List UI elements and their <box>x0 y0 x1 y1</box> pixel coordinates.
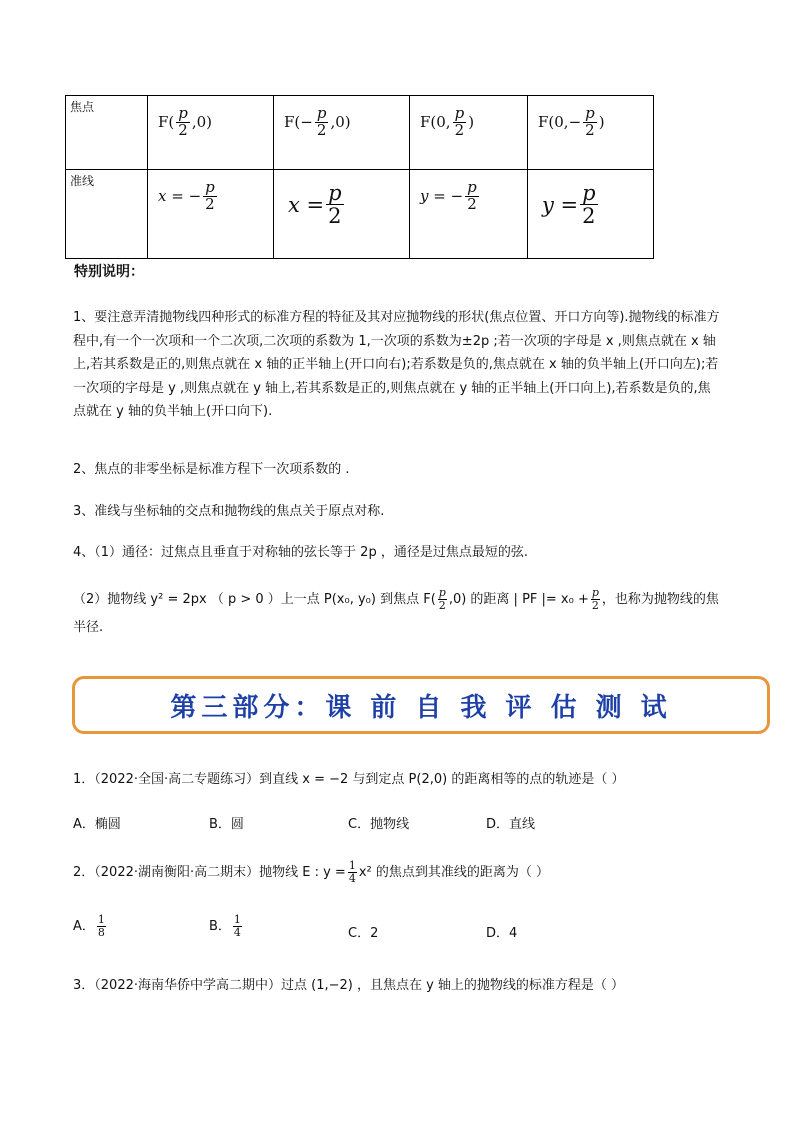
focus-prefix: F(− <box>284 113 313 132</box>
question-1: 1．（2022·全国·高二专题练习）到直线 x = −2 与到定点 P(2,0) 的距离相等的点的轨迹是（ ） <box>73 772 625 787</box>
section-banner-title: 第三部分：课 前 自 我 评 估 测 试 <box>170 692 672 723</box>
q1-option-c: C．抛物线 <box>348 817 410 832</box>
fraction-denominator: 4 <box>348 872 356 886</box>
q2-part-b: x² 的焦点到其准线的距离为（ ） <box>358 865 550 881</box>
q1-option-b: B．圆 <box>209 817 244 832</box>
q2-part-a: 2．（2022·湖南衡阳·高二期末）抛物线 E : y = <box>73 865 346 881</box>
fraction-denominator: 4 <box>233 926 241 940</box>
fraction-numerator: p <box>591 585 599 599</box>
fraction-numerator: 1 <box>233 913 241 926</box>
fraction-denominator: 2 <box>205 194 215 213</box>
fraction-denominator: 2 <box>328 204 342 229</box>
fraction-denominator: 2 <box>467 194 477 213</box>
p5-part-a: （2）抛物线 y² = 2px （ p > 0 ）上一点 P(x₀, y₀) 到焦点 F( <box>73 592 436 607</box>
focus-prefix: F( <box>158 113 175 132</box>
note-paragraph-3: 3、准线与坐标轴的交点和抛物线的焦点关于原点对称. <box>73 504 385 519</box>
q2-option-d: D．4 <box>486 926 518 941</box>
fraction-numerator: p <box>585 104 595 122</box>
question-3: 3．（2022·海南华侨中学高二期中）过点 (1,−2) ，且焦点在 y 轴上的抛物线的标准方程是（ ） <box>73 978 625 993</box>
section-banner <box>72 676 770 734</box>
fraction-numerator: p <box>582 181 596 205</box>
fraction-numerator: p <box>438 585 446 599</box>
focus-cell <box>274 96 410 170</box>
fraction-numerator: 1 <box>97 913 105 926</box>
directrix-cell <box>410 170 528 259</box>
note-paragraph-1: 1、要注意弄清抛物线四种形式的标准方程的特征及其对应抛物线的形状(焦点位置、开口方向等).抛物线的标准方程中,有一个一次项和一个二次项,二次项的系数为 1,一次项的系数为±2p ;若一次项的字母是 x ,则焦点就在 x 轴上,若其系数是正的,则焦点就在 x 轴的正半轴上(开口向右);若系数是负的,焦点就在 x 轴的负半轴上(开口向左);若一次项的字母是 y ,则焦点就在 y 轴上,若其系数是正的,则焦点就在 y 轴的正半轴上(开口向上),若系数是负的,焦点就在 y 轴的负半轴上(开口向下). <box>73 310 720 419</box>
focus-cell <box>528 96 654 170</box>
q1-option-a: A．椭圆 <box>73 817 121 832</box>
focus-suffix: ,0) <box>330 113 351 132</box>
fraction-numerator: 1 <box>348 859 356 872</box>
fraction-denominator: 2 <box>316 120 327 139</box>
focus-prefix: F(0,− <box>538 113 582 132</box>
directrix-prefix: x = <box>288 192 325 217</box>
row-label-directrix: 准线 <box>66 170 148 259</box>
fraction-numerator: p <box>454 104 465 122</box>
note-paragraph-4: 4、（1）通径：过焦点且垂直于对称轴的弦长等于 2p ，通径是过焦点最短的弦. <box>73 545 528 560</box>
fraction-denominator: 2 <box>454 120 465 139</box>
directrix-cell <box>528 170 654 259</box>
note-paragraph-5 <box>73 586 723 642</box>
directrix-prefix: x = − <box>158 187 202 206</box>
option-label: B． <box>209 919 231 935</box>
special-note-heading: 特别说明： <box>74 264 144 280</box>
focus-suffix: ) <box>468 113 475 132</box>
fraction-numerator: p <box>328 181 342 205</box>
q1-option-d: D．直线 <box>486 817 536 832</box>
focus-suffix: ) <box>598 113 605 132</box>
fraction-numerator: p <box>205 178 215 196</box>
q2-option-b <box>209 914 244 939</box>
q2-option-a <box>73 914 108 939</box>
focus-prefix: F(0, <box>420 113 451 132</box>
focus-cell <box>410 96 528 170</box>
note-paragraph-2: 2、焦点的非零坐标是标准方程下一次项系数的 . <box>73 462 350 477</box>
parabola-table <box>65 95 654 259</box>
question-2 <box>73 860 549 885</box>
fraction-numerator: p <box>316 104 327 122</box>
fraction-denominator: 2 <box>585 120 595 139</box>
fraction-denominator: 8 <box>97 926 105 940</box>
row-label-focus: 焦点 <box>66 96 148 170</box>
directrix-prefix: y = <box>542 192 579 217</box>
directrix-prefix: y = − <box>420 187 464 206</box>
directrix-cell <box>274 170 410 259</box>
q2-option-c: C．2 <box>348 926 379 941</box>
directrix-cell <box>148 170 274 259</box>
p5-part-b: ,0) 的距离 | PF |= x₀ + <box>448 592 589 607</box>
fraction-denominator: 2 <box>591 599 599 612</box>
option-label: A． <box>73 919 95 935</box>
fraction-denominator: 2 <box>178 120 188 139</box>
fraction-denominator: 2 <box>438 599 446 612</box>
fraction-numerator: p <box>178 104 188 122</box>
p5-part-c: ，也称为抛物线的焦半径. <box>73 592 719 635</box>
fraction-numerator: p <box>467 178 477 196</box>
focus-suffix: ,0) <box>191 113 213 132</box>
fraction-denominator: 2 <box>582 204 596 229</box>
focus-cell <box>148 96 274 170</box>
